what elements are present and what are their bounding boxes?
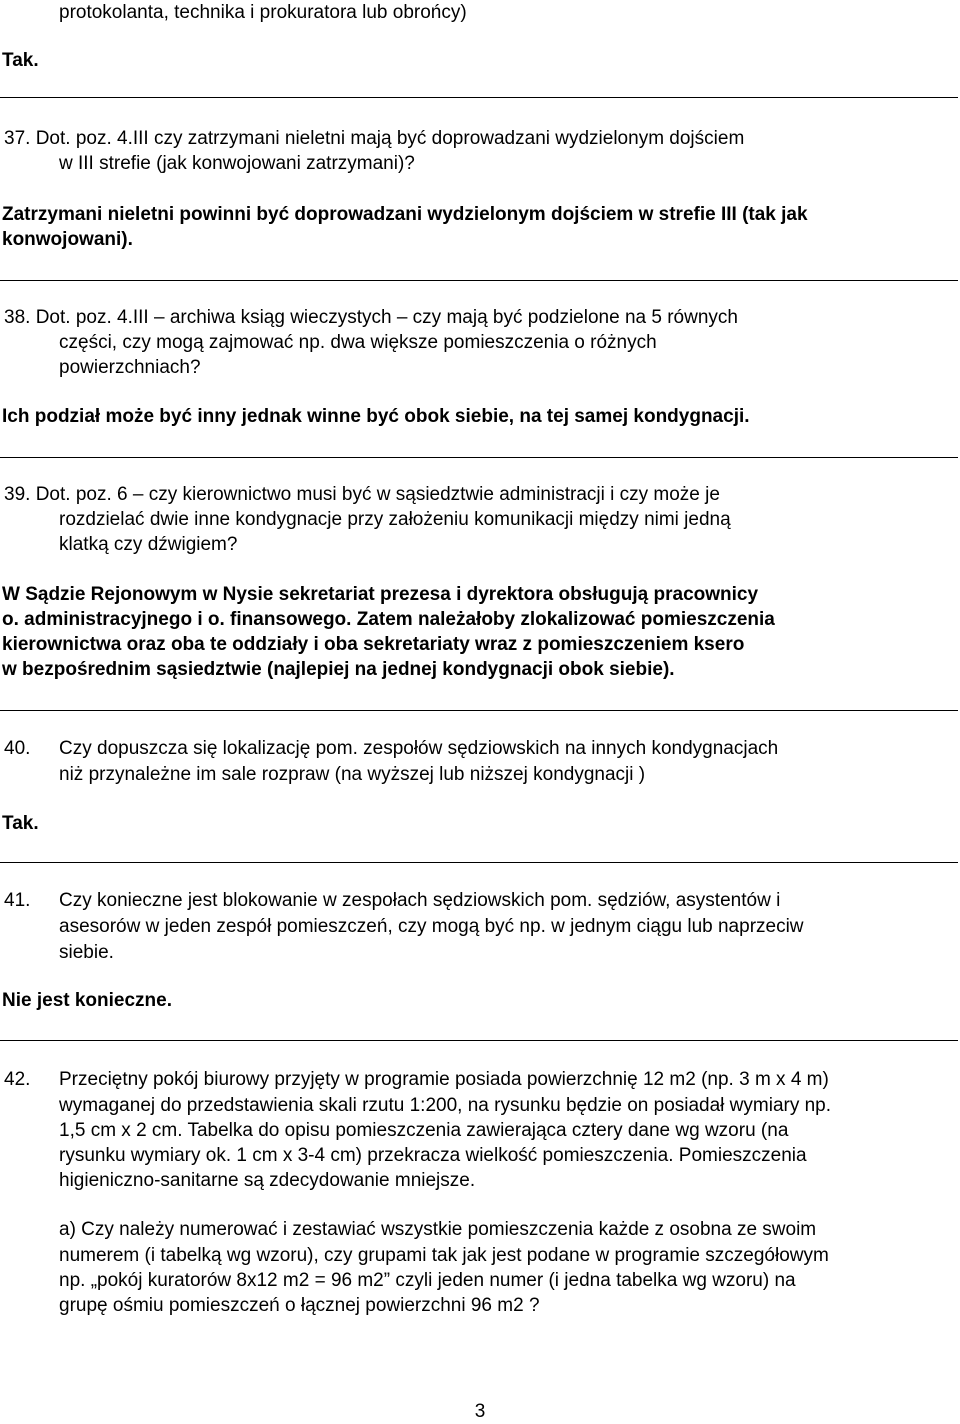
question-41-number: 41. — [4, 890, 31, 911]
page-number: 3 — [474, 1401, 486, 1422]
question-42a-line-2: numerem (i tabelką wg wzoru), czy grupami tak jak jest podane w programie szczegółowym — [59, 1245, 829, 1266]
separator-line — [0, 1040, 958, 1041]
question-42-line-2: wymaganej do przedstawienia skali rzutu 1:200, na rysunku będzie on posiadał wymiary np. — [59, 1095, 832, 1116]
question-42-line-1: Przeciętny pokój biurowy przyjęty w programie posiada powierzchnię 12 m2 (np. 3 m x 4 m) — [59, 1069, 829, 1090]
question-42-line-5: higieniczno-sanitarne są zdecydowanie mniejsze. — [59, 1170, 476, 1191]
separator-line — [0, 710, 958, 711]
answer-37-line-2: konwojowani). — [2, 229, 133, 250]
answer-39-line-4: w bezpośrednim sąsiedztwie (najlepiej na jednej kondygnacji obok siebie). — [2, 659, 675, 680]
answer-37-line-1: Zatrzymani nieletni powinni być doprowadzani wydzielonym dojściem w strefie III (tak jak — [2, 204, 808, 225]
question-41-line-1: Czy konieczne jest blokowanie w zespołach sędziowskich pom. sędziów, asystentów i — [59, 890, 781, 911]
question-42-number: 42. — [4, 1069, 31, 1090]
separator-line — [0, 97, 958, 98]
question-40-line-1: Czy dopuszcza się lokalizację pom. zespołów sędziowskich na innych kondygnacjach — [59, 738, 779, 759]
previous-question-continuation: protokolanta, technika i prokuratora lub obrońcy) — [59, 2, 467, 23]
question-39-line-1: 39. Dot. poz. 6 – czy kierownictwo musi być w sąsiedztwie administracji i czy może je — [4, 484, 720, 505]
separator-line — [0, 862, 958, 863]
question-37-line-2: w III strefie (jak konwojowani zatrzymani)? — [59, 153, 415, 174]
question-38-line-3: powierzchniach? — [59, 357, 201, 378]
answer-39-line-2: o. administracyjnego i o. finansowego. Zatem należałoby zlokalizować pomieszczenia — [2, 609, 775, 630]
question-41-line-3: siebie. — [59, 942, 114, 963]
question-42a-line-1: a) Czy należy numerować i zestawiać wszystkie pomieszczenia każde z osobna ze swoim — [59, 1219, 817, 1240]
question-40-number: 40. — [4, 738, 31, 759]
answer-41: Nie jest konieczne. — [2, 990, 173, 1011]
question-42a-line-4: grupę ośmiu pomieszczeń o łącznej powierzchni 96 m2 ? — [59, 1295, 540, 1316]
answer-previous: Tak. — [2, 50, 39, 71]
answer-38: Ich podział może być inny jednak winne być obok siebie, na tej samej kondygnacji. — [2, 406, 750, 427]
question-38-line-1: 38. Dot. poz. 4.III – archiwa ksiąg wieczystych – czy mają być podzielone na 5 równych — [4, 307, 738, 328]
question-40-line-2: niż przynależne im sale rozpraw (na wyższej lub niższej kondygnacji ) — [59, 764, 646, 785]
question-38-line-2: części, czy mogą zajmować np. dwa większe pomieszczenia o różnych — [59, 332, 657, 353]
question-37-line-1: 37. Dot. poz. 4.III czy zatrzymani nieletni mają być doprowadzani wydzielonym dojściem — [4, 128, 745, 149]
separator-line — [0, 457, 958, 458]
answer-39-line-3: kierownictwa oraz oba te oddziały i oba sekretariaty wraz z pomieszczeniem ksero — [2, 634, 745, 655]
question-42-line-4: rysunku wymiary ok. 1 cm x 3-4 cm) przekracza wielkość pomieszczenia. Pomieszczenia — [59, 1145, 807, 1166]
question-42a-line-3: np. „pokój kuratorów 8x12 m2 = 96 m2” czyli jeden numer (i jedna tabelka wg wzoru) na — [59, 1270, 796, 1291]
question-42-line-3: 1,5 cm x 2 cm. Tabelka do opisu pomieszczenia zawierająca cztery dane wg wzoru (na — [59, 1120, 789, 1141]
separator-line — [0, 280, 958, 281]
question-39-line-3: klatką czy dźwigiem? — [59, 534, 238, 555]
question-41-line-2: asesorów w jeden zespół pomieszczeń, czy mogą być np. w jednym ciągu lub naprzeciw — [59, 916, 804, 937]
answer-40: Tak. — [2, 813, 39, 834]
question-39-line-2: rozdzielać dwie inne kondygnacje przy założeniu komunikacji między nimi jedną — [59, 509, 731, 530]
answer-39-line-1: W Sądzie Rejonowym w Nysie sekretariat prezesa i dyrektora obsługują pracownicy — [2, 584, 759, 605]
